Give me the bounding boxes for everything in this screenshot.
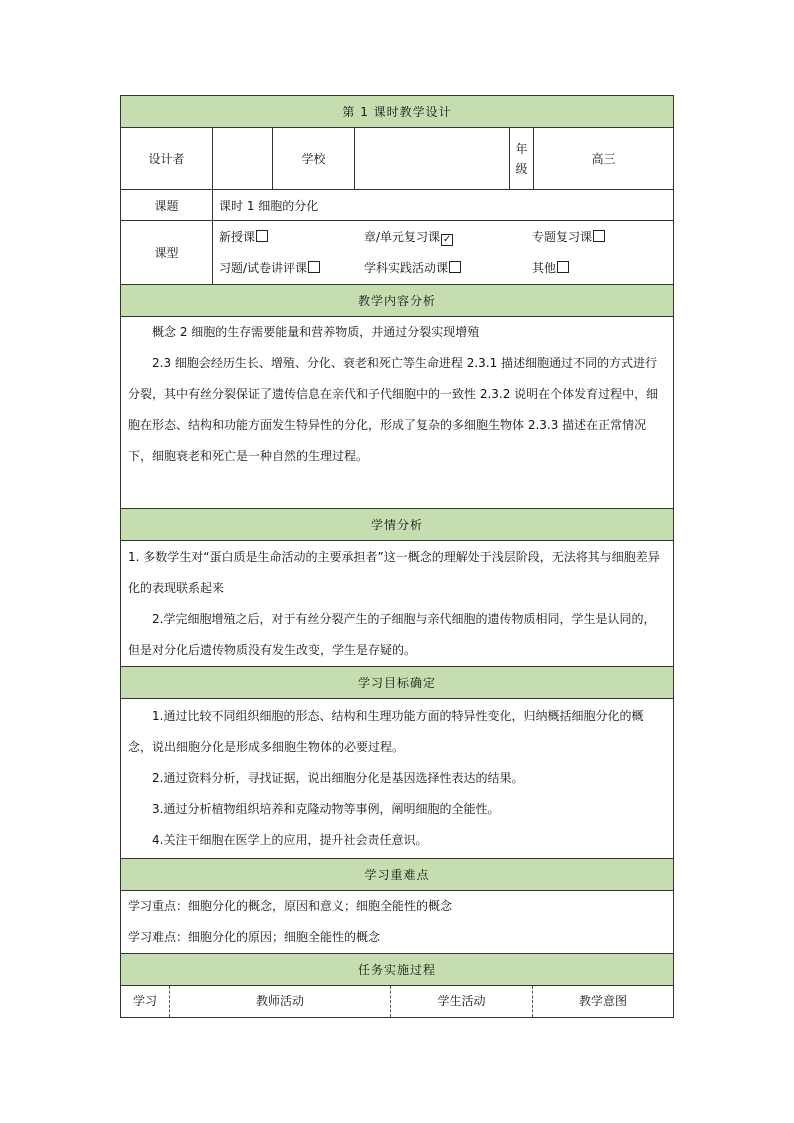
content-analysis-body (121, 317, 674, 509)
objective-item: 4.关注干细胞在医学上的应用，提升社会责任意识。 (152, 833, 428, 847)
designer-value (213, 128, 273, 190)
grade-value: 高三 (534, 128, 674, 190)
objective-item: 1.通过比较不同组织细胞的形态、结构和生理功能方面的特异性变化，归纳概括细胞分化的概念，说出细胞分化是形成多细胞生物体的必要过程。 (128, 709, 644, 754)
option-exercise-review[interactable]: 习题/试卷讲评课 (219, 253, 364, 284)
designer-label: 设计者 (121, 128, 213, 190)
objective-item: 2.通过资料分析，寻找证据，说出细胞分化是基因选择性表达的结果。 (152, 771, 524, 785)
lesson-plan-table (120, 95, 674, 1018)
option-new-lesson[interactable]: 新授课 (219, 222, 364, 253)
student-analysis-body (121, 541, 674, 667)
topic-value: 课时 1 细胞的分化 (213, 190, 674, 221)
content-analysis-p2: 2.3 细胞会经历生长、增殖、分化、衰老和死亡等生命进程 2.3.1 描述细胞通过不同的方式进行分裂，其中有丝分裂保证了遗传信息在亲代和子代细胞中的一致性 2.3.2 说明在个体发育过程中，细胞在形态、结构和功能方面发生特异性的分化，形成了复杂的多细胞生物体 2.3.3 描述在正常情况下，细胞衰老和死亡是一种自然的生理过程。 (128, 356, 659, 463)
process-header: 任务实施过程 (121, 954, 674, 986)
lesson-plan-document (120, 95, 673, 1018)
objectives-header: 学习目标确定 (121, 667, 674, 699)
objectives-body (121, 699, 674, 859)
content-analysis-p1: 概念 2 细胞的生存需要能量和营养物质，并通过分裂实现增殖 (152, 325, 480, 339)
document-title: 第 1 课时教学设计 (121, 96, 674, 128)
lesson-type-options (213, 221, 674, 285)
option-topic-review[interactable]: 专题复习课 (532, 222, 605, 253)
option-chapter-review[interactable]: 章/单元复习课 ✓ (364, 229, 452, 245)
school-label: 学校 (273, 128, 355, 190)
key-difficulty: 学习难点：细胞分化的原因；细胞全能性的概念 (128, 930, 381, 944)
student-analysis-header: 学情分析 (121, 509, 674, 541)
column-header-student: 学生活动 (391, 986, 533, 1017)
student-analysis-p1: 1. 多数学生对“蛋白质是生命活动的主要承担者”这一概念的理解处于浅层阶段，无法将其与细胞差异化的表现联系起来 (128, 549, 660, 595)
school-value (355, 128, 510, 190)
checkbox[interactable] (256, 230, 268, 242)
checkbox[interactable] (593, 230, 605, 242)
option-practice-activity[interactable]: 学科实践活动课 (364, 253, 532, 284)
key-points-header: 学习重难点 (121, 859, 674, 891)
grade-label: 年 级 (510, 128, 534, 190)
content-analysis-header: 教学内容分析 (121, 285, 674, 317)
lesson-type-label: 课型 (121, 221, 213, 285)
objective-item: 3.通过分析植物组织培养和克隆动物等事例，阐明细胞的全能性。 (152, 802, 500, 816)
key-focus: 学习重点：细胞分化的概念，原因和意义；细胞全能性的概念 (128, 899, 453, 913)
column-header-teacher: 教师活动 (170, 986, 391, 1017)
key-points-body (121, 891, 674, 954)
checkbox[interactable] (308, 261, 320, 273)
column-header-intent: 教学意图 (579, 994, 628, 1008)
column-header-study: 学习 (121, 986, 170, 1017)
checkbox[interactable] (557, 261, 569, 273)
option-other[interactable]: 其他 (532, 253, 569, 284)
topic-label: 课题 (121, 190, 213, 221)
checkbox[interactable] (449, 261, 461, 273)
checkbox-checked-icon[interactable]: ✓ (442, 233, 452, 245)
student-analysis-p2: 2.学完细胞增殖之后，对于有丝分裂产生的子细胞与亲代细胞的遗传物质相同，学生是认同的，但是对分化后遗传物质没有发生改变，学生是存疑的。 (128, 611, 656, 657)
process-column-headers (121, 986, 674, 1018)
